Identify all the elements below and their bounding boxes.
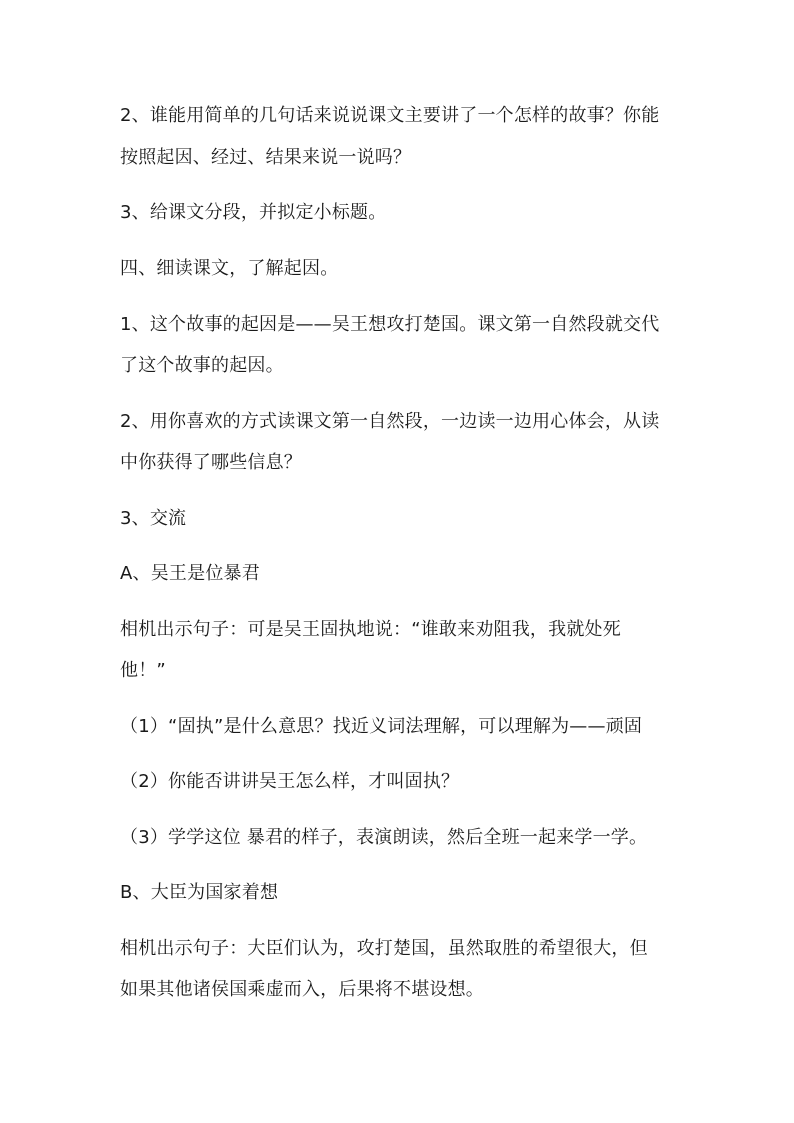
subheading-a: A、吴王是位暴君: [120, 563, 260, 584]
text-line-question-2-cont: 按照起因、经过、结果来说一说吗？: [120, 147, 412, 168]
text-line-sub-1: （1）“固执”是什么意思？找近义词法理解，可以理解为——顽固: [120, 716, 643, 737]
subheading-b: B、大臣为国家着想: [120, 882, 279, 903]
text-line-item-1-cont: 了这个故事的起因。: [120, 355, 284, 376]
text-line-item-2-cont: 中你获得了哪些信息？: [120, 452, 302, 473]
text-line-item-3: 3、交流: [120, 508, 187, 529]
section-heading-4: 四、细读课文，了解起因。: [120, 258, 339, 279]
text-line-sub-2: （2）你能否讲讲吴王怎么样，才叫固执？: [120, 771, 460, 792]
text-line-item-1: 1、这个故事的起因是——吴王想攻打楚国。课文第一自然段就交代: [120, 314, 660, 335]
text-line-sub-3: （3）学学这位 暴君的样子，表演朗读，然后全班一起来学一学。: [120, 827, 648, 848]
text-line-item-2: 2、用你喜欢的方式读课文第一自然段，一边读一边用心体会，从读: [120, 411, 660, 432]
text-line-question-3: 3、给课文分段，并拟定小标题。: [120, 202, 387, 223]
text-line-quote-2-cont: 如果其他诸侯国乘虚而入，后果将不堪设想。: [120, 979, 484, 1000]
text-line-quote-2: 相机出示句子：大臣们认为，攻打楚国，虽然取胜的希望很大，但: [120, 938, 648, 959]
text-line-quote-1: 相机出示句子：可是吴王固执地说：“谁敢来劝阻我，我就处死: [120, 619, 621, 640]
text-line-question-2: 2、谁能用简单的几句话来说说课文主要讲了一个怎样的故事？你能: [120, 105, 660, 126]
text-line-quote-1-cont: 他！”: [120, 660, 166, 681]
